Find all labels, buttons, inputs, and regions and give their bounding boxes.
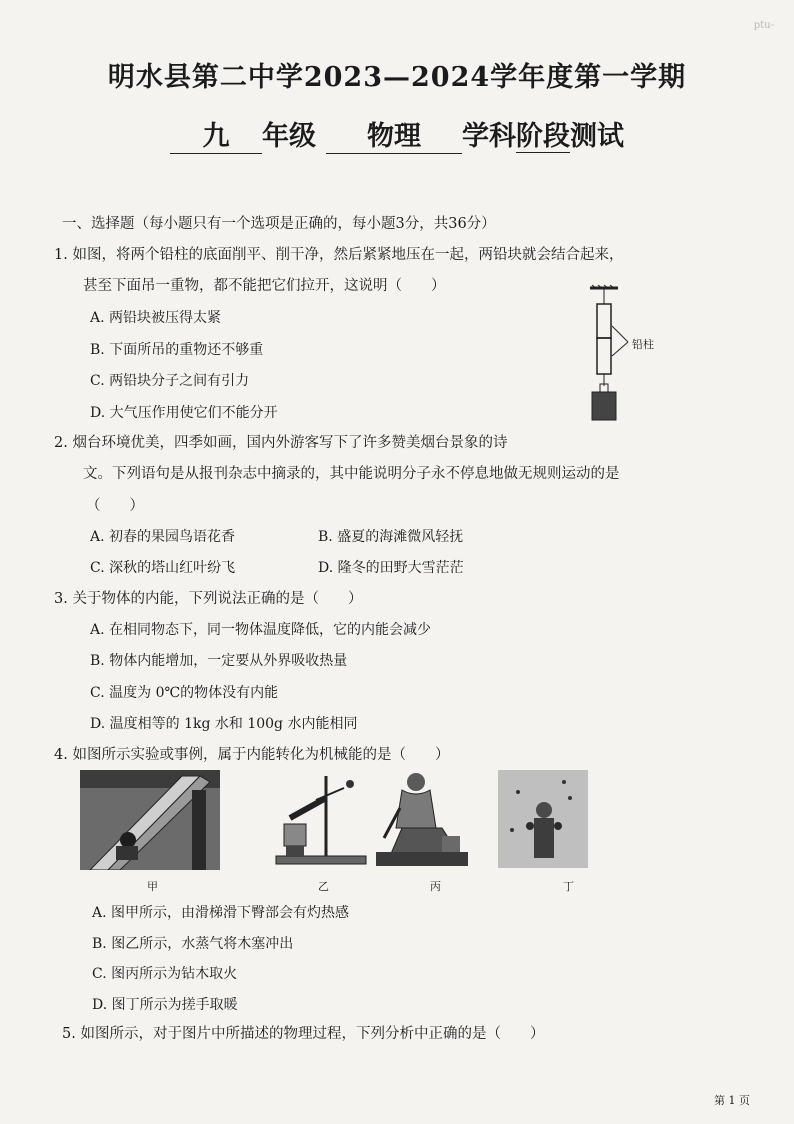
q1-line1: 1. 如图，将两个铅柱的底面削平、削干净，然后紧紧地压在一起，两铅块就会结合起来，: [54, 247, 624, 263]
q3-line1: 3. 关于物体的内能，下列说法正确的是（ ）: [54, 591, 363, 607]
rub-hands-figure: [498, 770, 588, 868]
drill-fire-figure: [372, 768, 472, 872]
q4-option-a: A. 图甲所示，由滑梯滑下臀部会有灼热感: [92, 905, 350, 921]
q3-option-b: B. 物体内能增加，一定要从外界吸收热量: [90, 653, 348, 669]
fig-label-ding: 丁: [563, 880, 574, 893]
exam-title: 明水县第二中学2023—2024学年度第一学期: [107, 62, 687, 93]
test-prefix: 学科: [462, 121, 516, 152]
lead-cylinders-figure: [578, 282, 658, 424]
q2-line3: （ ）: [86, 498, 144, 514]
q1-option-d: D. 大气压作用使它们不能分开: [90, 405, 278, 421]
test-underlined: 阶段: [516, 121, 570, 152]
q2-option-c: C. 深秋的塔山红叶纷飞: [90, 560, 236, 576]
corner-mark: ptu-: [753, 20, 774, 31]
q4-option-b: B. 图乙所示，水蒸气将木塞冲出: [92, 936, 294, 952]
subject-blank: 物理: [326, 114, 462, 154]
steam-cork-figure: [270, 770, 370, 870]
q3-option-d: D. 温度相等的 1kg 水和 100g 水内能相同: [90, 716, 358, 732]
q4-line1: 4. 如图所示实验或事例，属于内能转化为机械能的是（ ）: [54, 747, 450, 763]
lead-cylinders-label: 铅柱: [632, 338, 654, 351]
q1-option-a: A. 两铅块被压得太紧: [90, 310, 222, 326]
fig-label-yi: 乙: [318, 880, 329, 893]
q2-line1: 2. 烟台环境优美，四季如画，国内外游客写下了许多赞美烟台景象的诗: [54, 435, 508, 451]
slide-figure: [80, 770, 220, 870]
q3-option-c: C. 温度为 0℃的物体没有内能: [90, 685, 279, 701]
section-heading: 一、选择题（每小题只有一个选项是正确的，每小题3分，共36分）: [62, 216, 496, 232]
q1-option-c: C. 两铅块分子之间有引力: [90, 373, 250, 389]
q2-option-b: B. 盛夏的海滩微风轻抚: [318, 529, 464, 545]
fig-label-bing: 丙: [430, 880, 441, 893]
q4-option-d: D. 图丁所示为搓手取暖: [92, 997, 238, 1013]
q3-option-a: A. 在相同物态下，同一物体温度降低，它的内能会减少: [90, 622, 432, 638]
q5-line1: 5. 如图所示，对于图片中所描述的物理过程，下列分析中正确的是（ ）: [62, 1026, 545, 1042]
q1-option-b: B. 下面所吊的重物还不够重: [90, 342, 264, 358]
exam-subtitle: [0, 114, 794, 154]
q1-line2: 甚至下面吊一重物，都不能把它们拉开，这说明（ ）: [83, 278, 446, 294]
q4-option-c: C. 图丙所示为钻木取火: [92, 966, 238, 982]
page-number: 第 1 页: [714, 1094, 750, 1107]
grade-suffix: 年级: [262, 121, 316, 152]
q2-option-d: D. 隆冬的田野大雪茫茫: [318, 560, 464, 576]
test-end: 测试: [570, 121, 624, 152]
grade-blank: 九: [170, 114, 262, 154]
fig-label-jia: 甲: [147, 880, 158, 893]
q2-option-a: A. 初春的果园鸟语花香: [90, 529, 236, 545]
q2-line2: 文。下列语句是从报刊杂志中摘录的，其中能说明分子永不停息地做无规则运动的是: [83, 466, 620, 482]
